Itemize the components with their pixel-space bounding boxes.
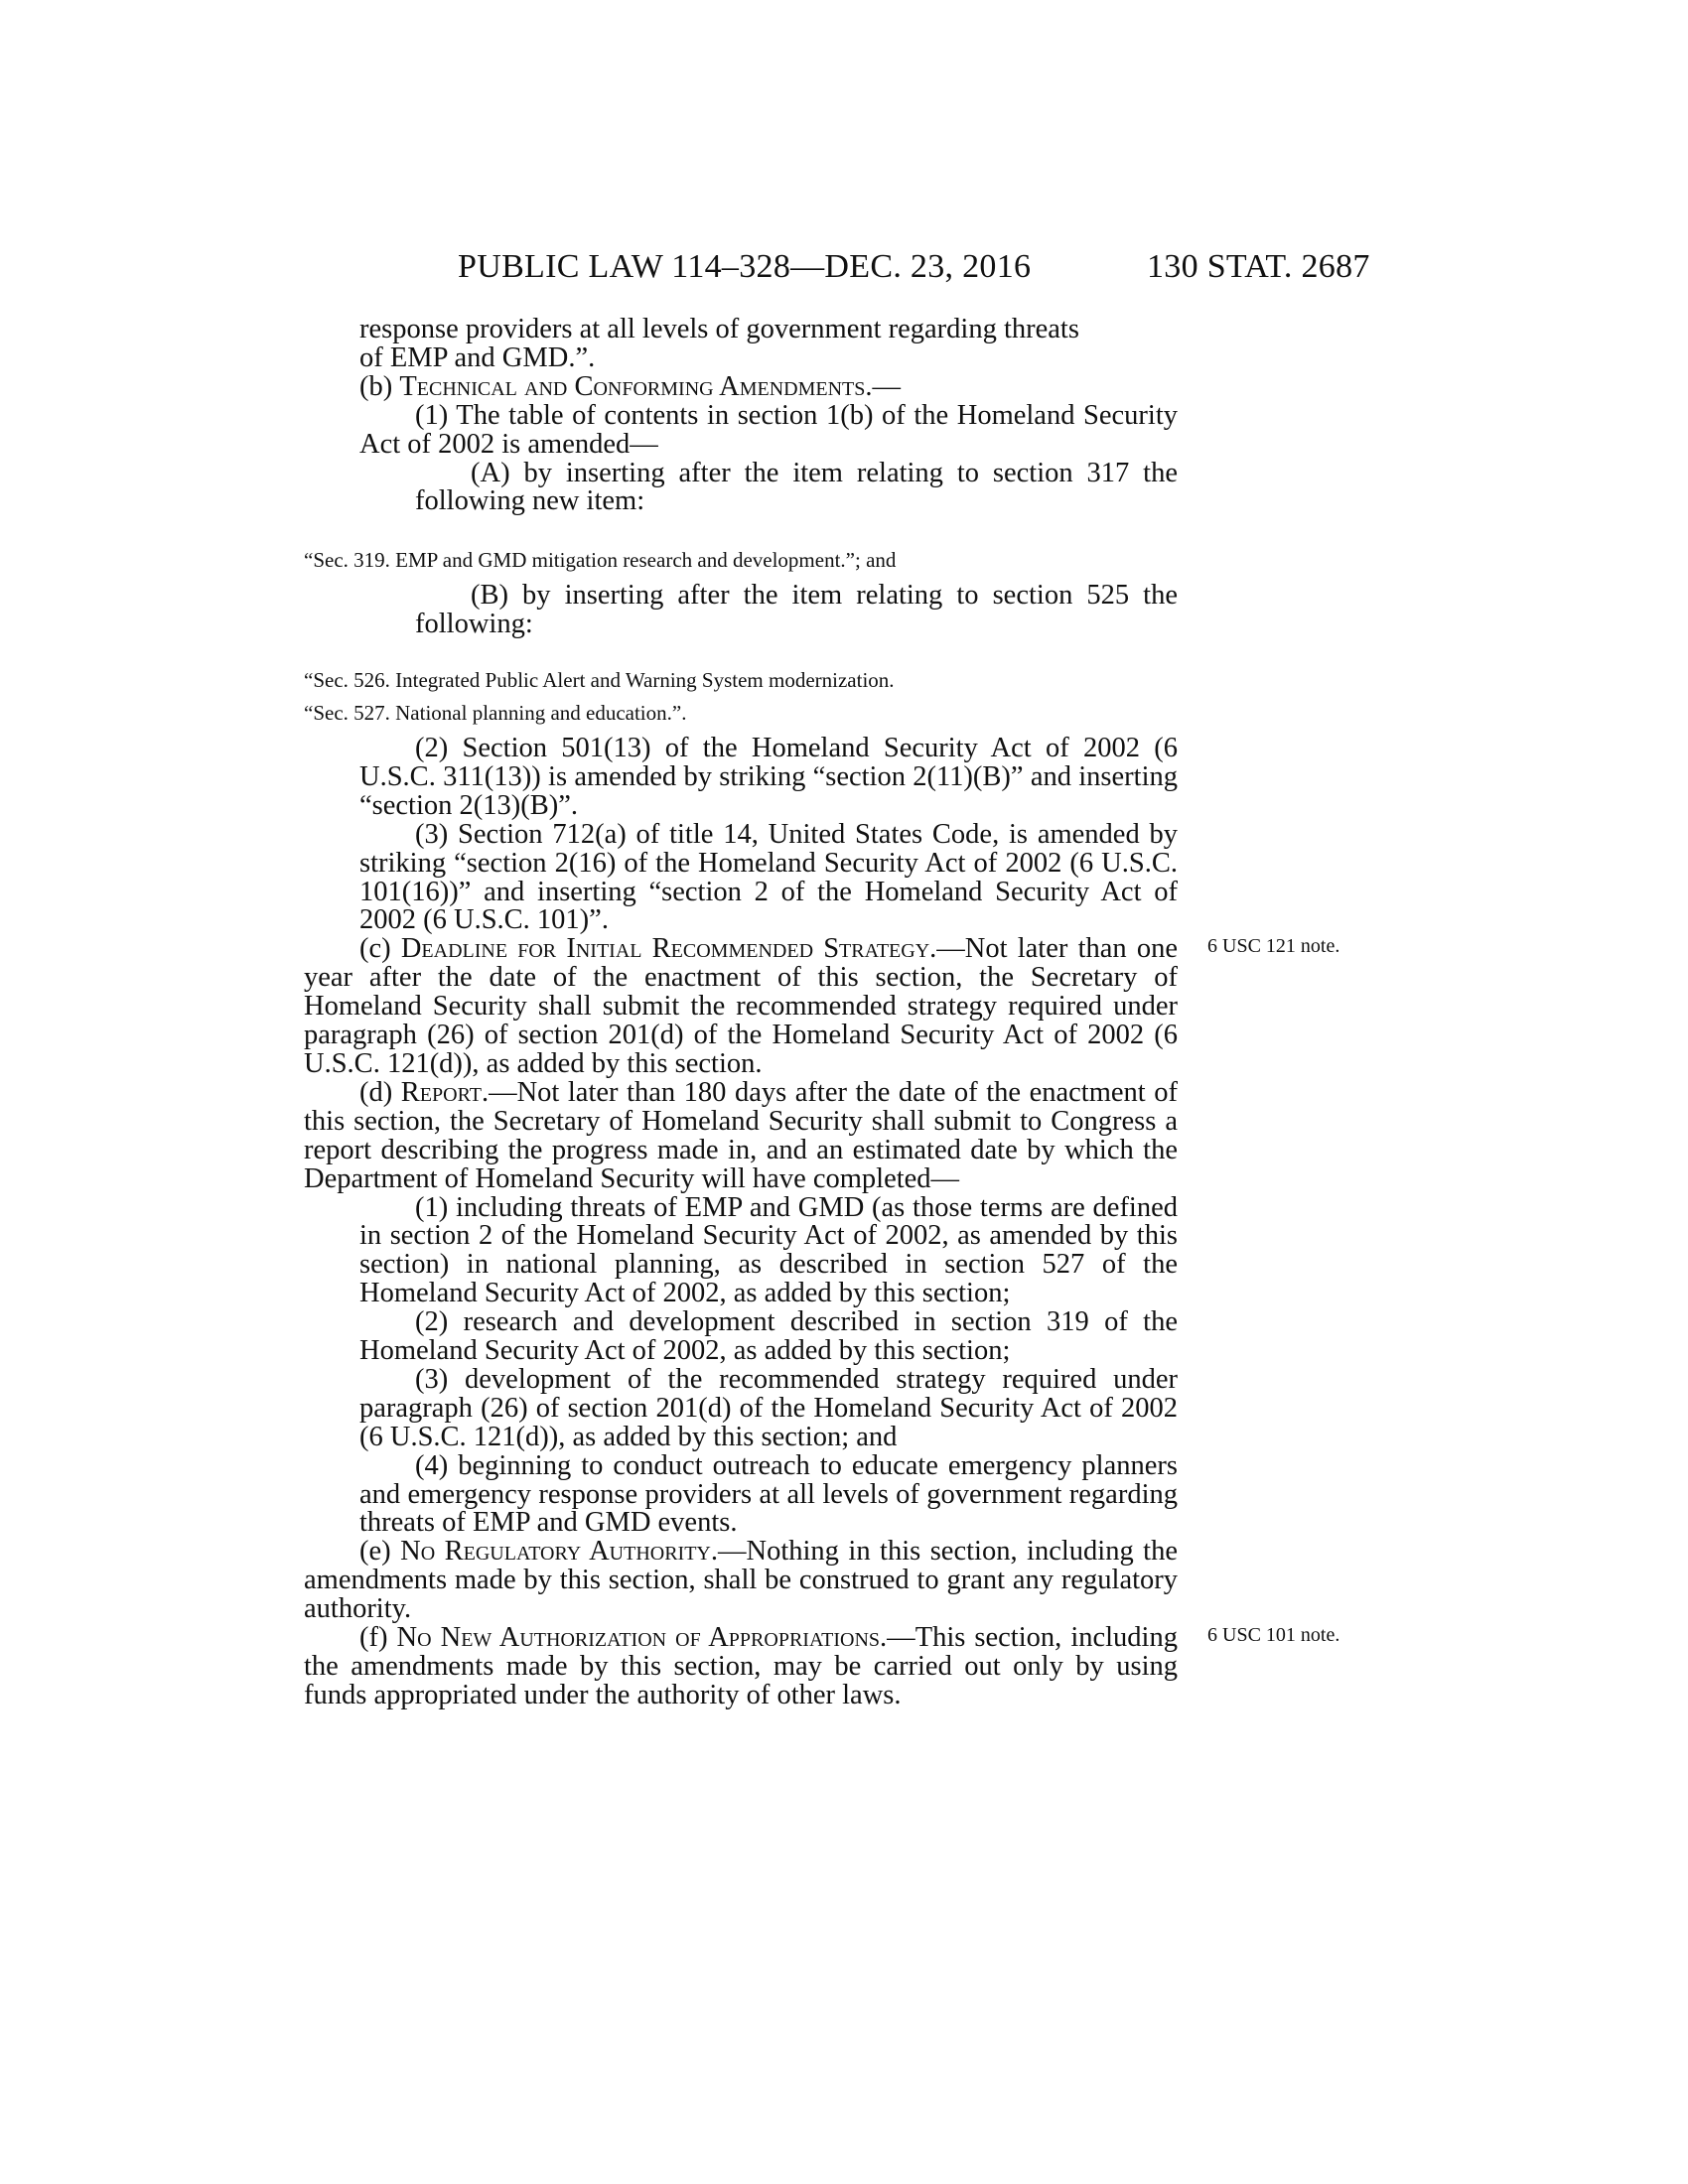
margin-note-c: 6 USC 121 note. [1207,935,1340,957]
b-item-1-B: (B) by inserting after the item relating to section 525 the following: [415,580,1178,639]
subsection-c-heading: Deadline for Initial Recommended Strategy.— [400,933,965,965]
subsection-c-label: (c) [359,933,401,965]
subsection-c-text: Not later than one year after the date of the enactment of this section, the Secretary of Homeland Security shall submit the recommended strategy required under paragraph (26) of section 201(d) of the Homeland Security Act of 2002 (6 U.S.C. 121(d)), as added by this section. [304,933,1178,1079]
d-item-1: (1) including threats of EMP and GMD (as those terms are defined in section 2 of the Homeland Security Act of 2002, as amended by this section) in national planning, as described in section 527 of the Homeland Security Act of 2002, as added by this section; [359,1191,1178,1309]
b-item-1-A: (A) by inserting after the item relating to section 317 the following new item: [415,457,1178,517]
toc-item-527: “Sec. 527. National planning and education.”. [304,701,687,725]
running-header-page: 130 STAT. 2687 [1147,248,1370,285]
b-item-3: (3) Section 712(a) of title 14, United States Code, is amended by striking “section 2(16) of the Homeland Security Act of 2002 (6 U.S.C. 101(16))” and inserting “section 2 of the Homeland Security Act of 2002 (6 U.S.C. 101)”. [359,818,1178,936]
subsection-f-text: This section, including the amendments made by this section, may be carried out only by using funds appropriated under the authority of other laws. [304,1622,1178,1710]
subsection-d-label: (d) [359,1076,401,1108]
subsection-b-heading [304,370,1178,402]
toc-item-526: “Sec. 526. Integrated Public Alert and Warning System modernization. [304,668,895,692]
subsection-d-text: Not later than 180 days after the date of the enactment of this section, the Secretary of Homeland Security shall submit to Congress a report describing the progress made in, and an estimated date by which the Department of Homeland Security will have completed— [304,1076,1179,1194]
subsection-f-label: (f) [359,1622,397,1654]
d-item-4: (4) beginning to conduct outreach to educate emergency planners and emergency response providers at all levels of government regarding threats of EMP and GMD events. [359,1449,1178,1539]
d-item-2: (2) research and development described in section 319 of the Homeland Security Act of 2002, as added by this section; [359,1306,1178,1367]
subsection-f [304,1624,1178,1710]
subsection-e [304,1538,1178,1624]
b-item-1: (1) The table of contents in section 1(b) of the Homeland Security Act of 2002 is amended— [359,399,1178,460]
running-header-title: PUBLIC LAW 114–328—DEC. 23, 2016 [458,248,1032,285]
continued-line-1: response providers at all levels of government regarding threats [359,314,1079,344]
margin-note-e: 6 USC 101 note. [1207,1624,1340,1646]
subsection-e-heading: No Regulatory Authority.— [400,1536,747,1568]
continued-line-2: of EMP and GMD.”. [359,341,596,373]
subsection-e-text: Nothing in this section, including the amendments made by this section, shall be construed to grant any regulatory authority. [304,1536,1178,1625]
main-body-block [304,735,1178,1710]
d-item-3: (3) development of the recommended strategy required under paragraph (26) of section 201(d) of the Homeland Security Act of 2002 (6 U.S.C. 121(d)), as added by this section; and [359,1363,1178,1452]
section-b-block [304,316,1178,516]
b-item-2: (2) Section 501(13) of the Homeland Security Act of 2002 (6 U.S.C. 311(13)) is amended by striking “section 2(11)(B)” and inserting “section 2(13)(B)”. [359,733,1178,821]
section-b-block-2 [304,582,1178,639]
continued-paragraph [304,316,1178,373]
subsection-d [304,1076,1179,1194]
subsection-d-heading: Report.— [400,1076,517,1108]
subsection-e-label: (e) [359,1536,401,1568]
subsection-b-label: (b) [359,370,400,402]
subsection-b-title: Technical and Conforming Amendments.— [399,370,902,402]
toc-item-319: “Sec. 319. EMP and GMD mitigation research and development.”; and [304,548,897,572]
subsection-f-heading: No New Authorization of Appropriations.— [396,1622,915,1654]
subsection-c [304,935,1178,1079]
